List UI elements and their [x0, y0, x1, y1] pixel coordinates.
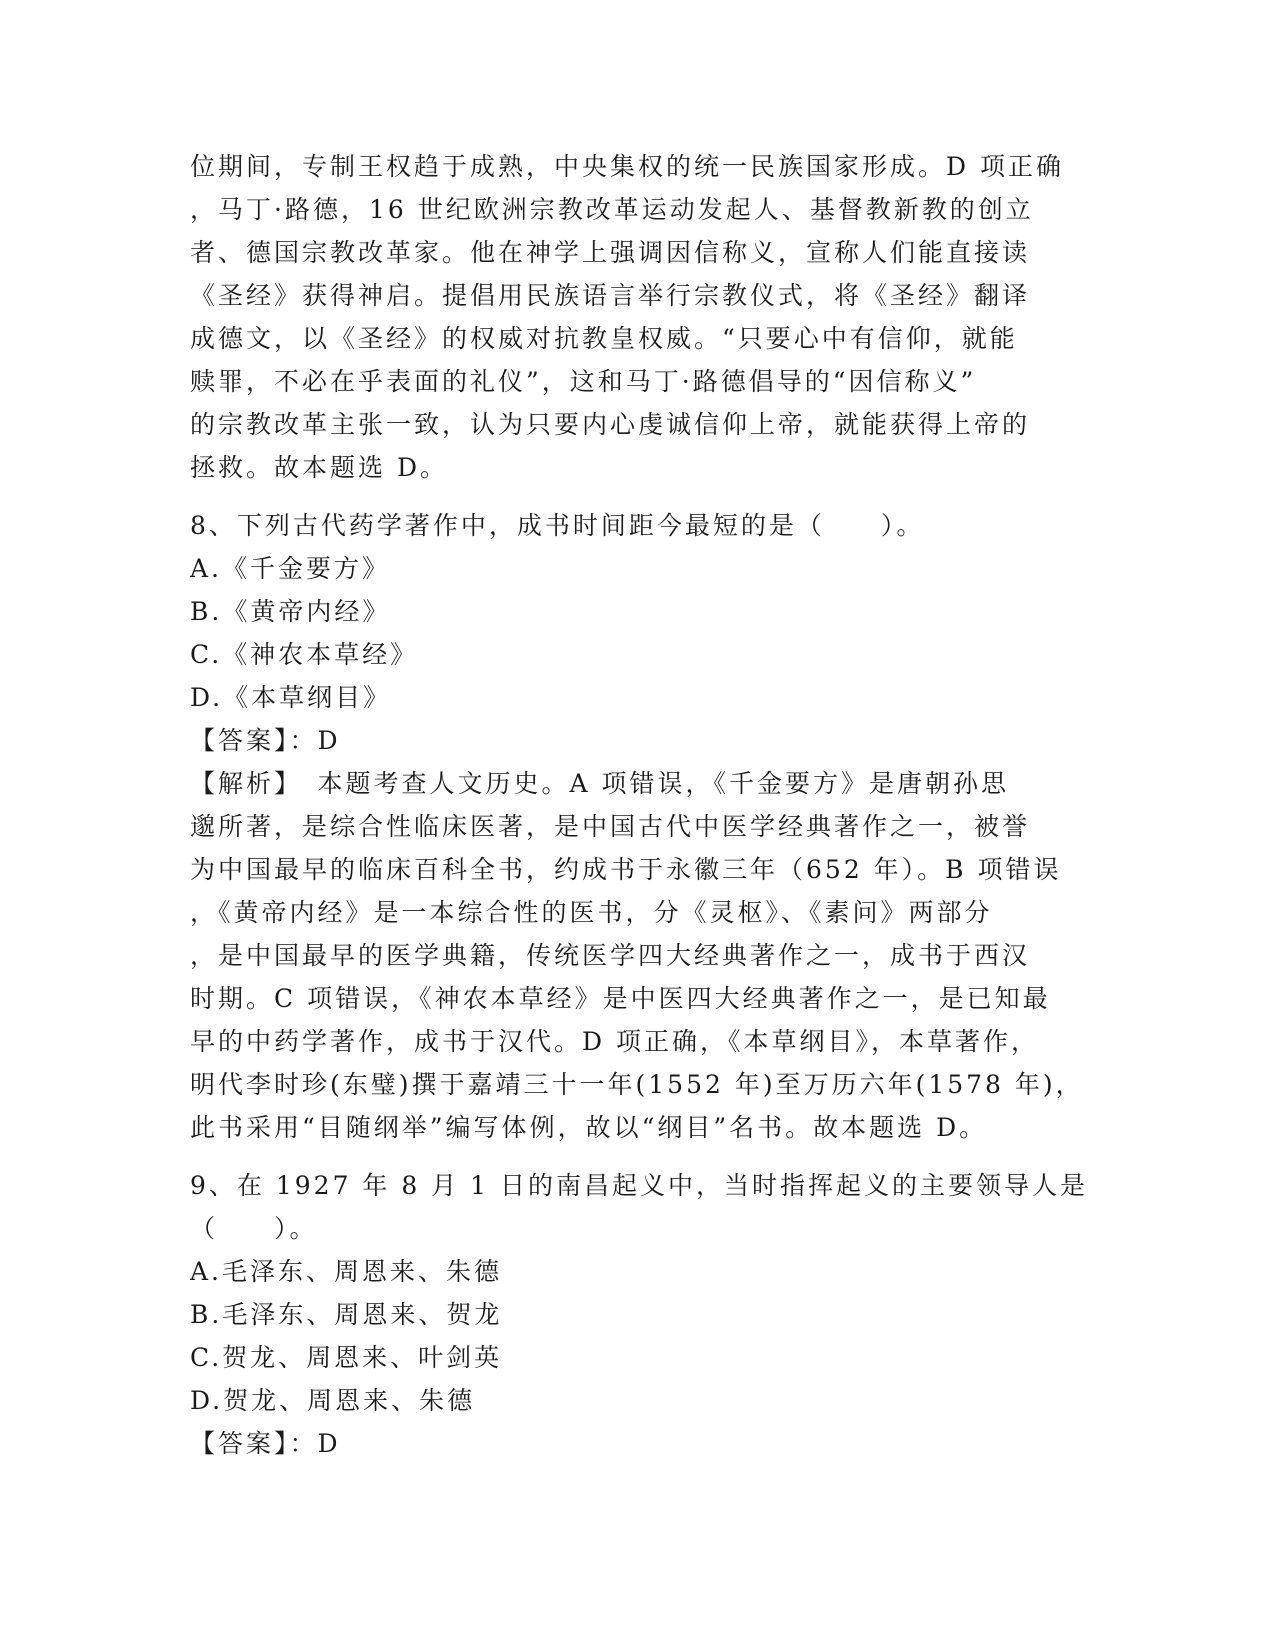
- text-line: 《圣经》获得神启。提倡用民族语言举行宗教仪式，将《圣经》翻译: [190, 281, 1031, 310]
- text-line: 者、德国宗教改革家。他在神学上强调因信称义，宣称人们能直接读: [190, 238, 1031, 267]
- text-line: 的宗教改革主张一致，认为只要内心虔诚信仰上帝，就能获得上帝的: [190, 410, 1031, 439]
- analysis-line: 此书采用“目随纲举”编写体例，故以“纲目”名书。故本题选 D。: [190, 1113, 988, 1142]
- analysis-line: 为中国最早的临床百科全书，约成书于永徽三年（652 年）。B 项错误: [190, 855, 1062, 884]
- analysis-line: 明代李时珍(东璧)撰于嘉靖三十一年(1552 年)至万历六年(1578 年)，: [190, 1070, 1084, 1099]
- answer-line: 【答案】：D: [190, 1429, 341, 1458]
- previous-explanation: [190, 145, 1090, 489]
- question-stem: 8、下列古代药学著作中，成书时间距今最短的是（ ）。: [190, 511, 925, 540]
- analysis-line: ，是中国最早的医学典籍，传统医学四大经典著作之一，成书于西汉: [190, 941, 1031, 970]
- option-b: B.《黄帝内经》: [190, 597, 391, 626]
- option-d: D.贺龙、周恩来、朱德: [190, 1386, 476, 1415]
- analysis-line: 邈所著，是综合性临床医著，是中国古代中医学经典著作之一，被誉: [190, 812, 1031, 841]
- option-c: C.《神农本草经》: [190, 640, 419, 669]
- spacer: [190, 1149, 1090, 1164]
- option-c: C.贺龙、周恩来、叶剑英: [190, 1343, 503, 1372]
- question-9: [190, 1164, 1090, 1465]
- text-line: ，马丁·路德，16 世纪欧洲宗教改革运动发起人、基督教新教的创立: [190, 195, 1034, 224]
- answer-line: 【答案】：D: [190, 726, 341, 755]
- option-a: A.《千金要方》: [190, 554, 391, 583]
- analysis-line: 时期。C 项错误，《神农本草经》是中医四大经典著作之一，是已知最: [190, 984, 1051, 1013]
- analysis-line: 早的中药学著作，成书于汉代。D 项正确，《本草纲目》，本草著作，: [190, 1027, 1039, 1056]
- option-d: D.《本草纲目》: [190, 683, 392, 712]
- spacer: [190, 489, 1090, 504]
- question-8: [190, 504, 1090, 1149]
- question-stem-continued: （ ）。: [190, 1214, 318, 1243]
- option-a: A.毛泽东、周恩来、朱德: [190, 1257, 503, 1286]
- analysis-line: ，《黄帝内经》是一本综合性的医书，分《灵枢》、《素问》两部分: [190, 898, 993, 927]
- text-line: 成德文，以《圣经》的权威对抗教皇权威。“只要心中有信仰，就能: [190, 324, 1018, 353]
- option-b: B.毛泽东、周恩来、贺龙: [190, 1300, 503, 1329]
- text-line: 赎罪，不必在乎表面的礼仪”，这和马丁·路德倡导的“因信称义”: [190, 367, 977, 396]
- document-page: [190, 145, 1090, 1465]
- text-line: 位期间，专制王权趋于成熟，中央集权的统一民族国家形成。D 项正确: [190, 152, 1064, 181]
- text-line: 拯救。故本题选 D。: [190, 453, 448, 482]
- analysis-line: 【解析】 本题考查人文历史。A 项错误，《千金要方》是唐朝孙思: [190, 769, 1010, 798]
- question-stem: 9、在 1927 年 8 月 1 日的南昌起义中，当时指挥起义的主要领导人是: [190, 1171, 1089, 1200]
